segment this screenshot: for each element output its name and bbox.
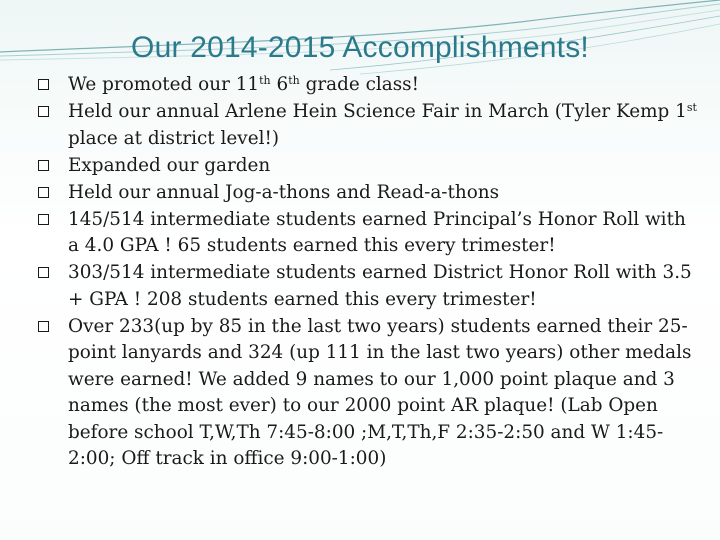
square-bullet-icon [38, 79, 49, 90]
list-item [38, 99, 698, 152]
square-bullet-icon [38, 160, 49, 171]
item-text: Held our annual Jog-a-thons and Read-a-thons [68, 181, 500, 203]
item-text: grade class! [299, 74, 420, 95]
list-item [38, 207, 698, 260]
list-item [38, 72, 698, 99]
page-title: Our 2014-2015 Accomplishments! [131, 31, 589, 64]
list-item [38, 180, 698, 207]
square-bullet-icon [38, 321, 49, 332]
ordinal-suffix: th [288, 74, 300, 87]
accomplishments-list [38, 72, 698, 473]
square-bullet-icon [38, 267, 49, 278]
item-text: 145/514 intermediate students earned Principal’s Honor Roll with a 4.0 GPA ! 65 students earned this every trimester! [68, 208, 686, 256]
ordinal-suffix: st [686, 101, 697, 114]
list-item [38, 260, 698, 313]
item-text: Expanded our garden [68, 154, 271, 176]
item-text: Held our annual Arlene Hein Science Fair in March (Tyler Kemp 1 [68, 101, 687, 122]
item-text: place at district level!) [68, 127, 280, 149]
ordinal-suffix: th [259, 74, 271, 87]
item-text: 6 [270, 74, 289, 95]
square-bullet-icon [38, 214, 49, 225]
item-text: We promoted our 11 [68, 74, 260, 95]
list-item [38, 314, 698, 473]
item-text: 303/514 intermediate students earned District Honor Roll with 3.5 + GPA ! 208 students earned this every trimester! [68, 262, 692, 310]
list-item [38, 153, 698, 180]
square-bullet-icon [38, 187, 49, 198]
item-text: Over 233(up by 85 in the last two years) students earned their 25-point lanyards and 324 (up 111 in the last two years) other medals were earned! We added 9 names to our 1,000 point plaque and 3 names (the most ever) to our 2000 point AR plaque! (Lab Open before school T,W,Th 7:45-8:00 ;M,T,Th,F 2:35-2:50 and W 1:45-2:00; Off track in office 9:00-1:00) [68, 315, 692, 469]
square-bullet-icon [38, 106, 49, 117]
